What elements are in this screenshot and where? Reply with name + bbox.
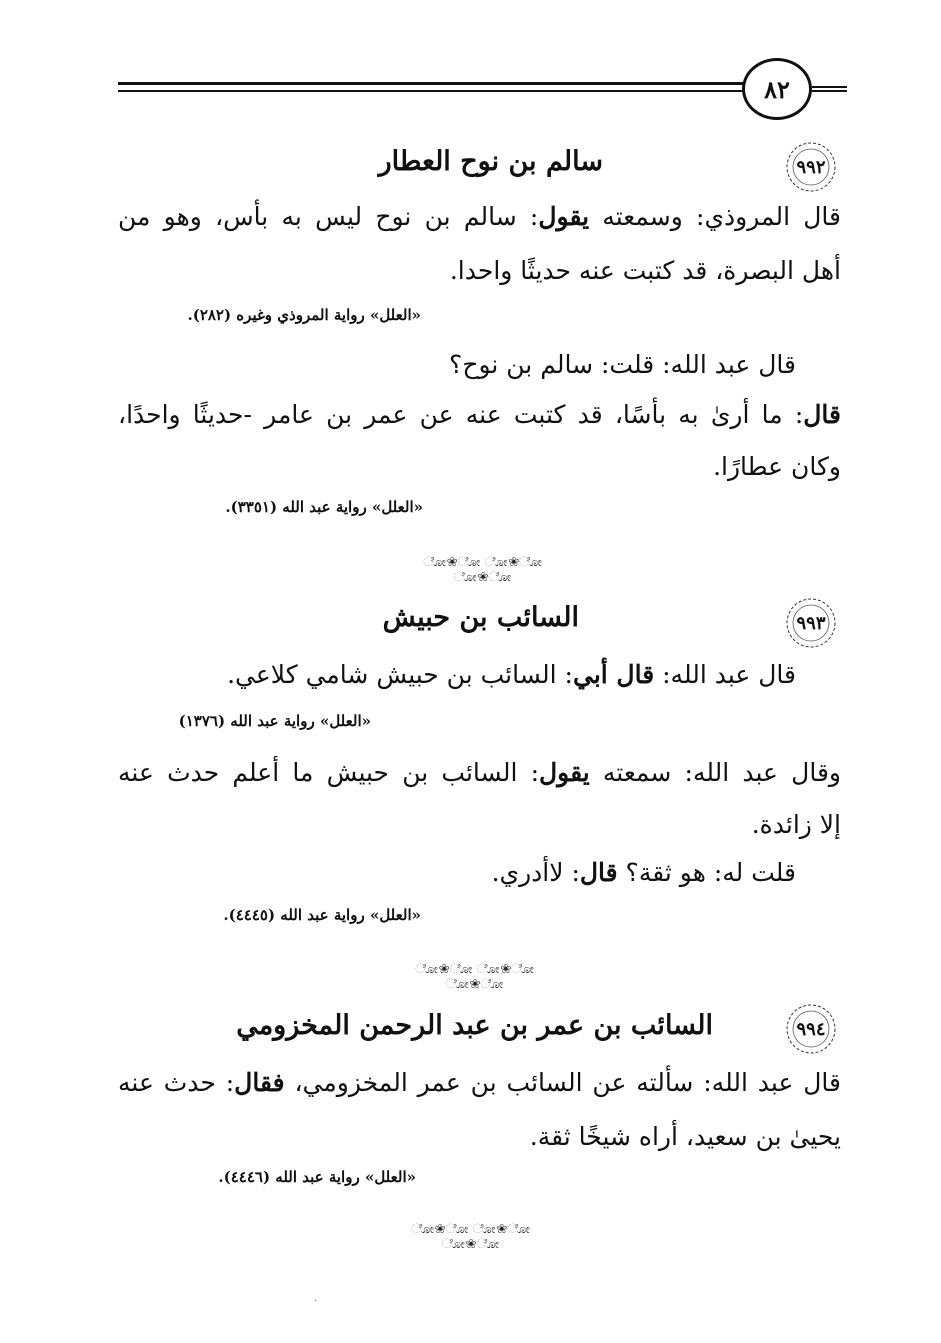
section-ornament: ೋ❀ೋ ೋ❀ೋ ೋ❀ೋ <box>423 555 543 585</box>
text-line: يحيىٰ بن سعيد، أراه شيخًا ثقة. <box>529 1122 841 1151</box>
section-ornament: ೋ❀ೋ ೋ❀ೋ ೋ❀ೋ <box>415 962 535 992</box>
source-citation: «العلل» رواية عبد الله (١٣٧٦) <box>178 712 371 730</box>
text-line: قال عبد الله: قال أبي: السائب بن حبيش شامي كلاعي. <box>227 660 796 689</box>
page-number: ٨٢ <box>742 58 812 120</box>
section-ornament: ೋ❀ೋ ೋ❀ೋ ೋ❀ೋ <box>411 1222 531 1252</box>
text-line: قال عبد الله: سألته عن السائب بن عمر المخزومي، فقال: حدث عنه <box>118 1068 841 1097</box>
entry-number-badge: ٩٩٣ <box>784 596 838 650</box>
header-rule-right <box>812 86 847 92</box>
text-line: قال المروذي: وسمعته يقول: سالم بن نوح ليس به بأس، وهو من <box>118 202 842 231</box>
source-citation: «العلل» رواية عبد الله (٤٤٤٥). <box>223 906 421 924</box>
entry-title: السائب بن عمر بن عبد الرحمن المخزومي <box>236 1010 713 1041</box>
header-rule <box>118 80 746 98</box>
text-line: إلا زائدة. <box>751 810 841 839</box>
entry-title: سالم بن نوح العطار <box>378 146 603 177</box>
entry-number-badge: ٩٩٢ <box>784 140 838 194</box>
text-line: قال: ما أرىٰ به بأسًا، قد كتبت عنه عن عمر بن عامر -حديثًا واحدًا، <box>118 400 841 429</box>
entry-title: السائب بن حبيش <box>382 602 579 633</box>
text-line: أهل البصرة، قد كتبت عنه حديثًا واحدا. <box>449 256 841 285</box>
source-citation: «العلل» رواية عبد الله (٤٤٤٦). <box>218 1168 416 1186</box>
scan-speck: · <box>314 1296 318 1307</box>
source-citation: «العلل» رواية المروذي وغيره (٢٨٢). <box>187 306 421 324</box>
text-line: وكان عطارًا. <box>713 452 841 481</box>
text-line: وقال عبد الله: سمعته يقول: السائب بن حبيش ما أعلم حدث عنه <box>118 758 841 787</box>
text-line: قلت له: هو ثقة؟ قال: لاأدري. <box>491 858 796 887</box>
text-line: قال عبد الله: قلت: سالم بن نوح؟ <box>449 350 796 379</box>
entry-number-badge: ٩٩٤ <box>784 1002 838 1056</box>
source-citation: «العلل» رواية عبد الله (٣٣٥١). <box>225 498 423 516</box>
